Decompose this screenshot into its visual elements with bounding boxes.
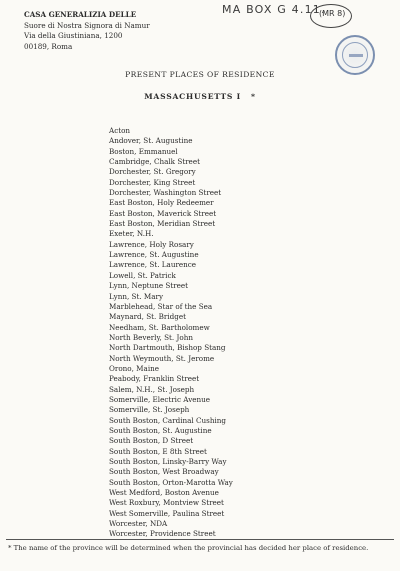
footnote-divider	[6, 539, 394, 540]
place-item: West Medford, Boston Avenue	[109, 488, 219, 498]
place-item: West Somerville, Paulina Street	[109, 508, 225, 518]
place-item: South Boston, St. Augustine	[109, 425, 212, 435]
place-item: Boston, Emmanuel	[109, 146, 178, 156]
footnote: * The name of the province will be determined when the provincial has decided her place of residence.	[8, 544, 369, 552]
place-item: Somerville, Electric Avenue	[109, 394, 211, 404]
place-item: Dorchester, Washington Street	[109, 188, 222, 198]
place-item: Dorchester, St. Gregory	[109, 167, 196, 177]
place-item: Peabody, Franklin Street	[109, 374, 200, 384]
place-item: Salem, N.H., St. Joseph	[109, 384, 195, 394]
place-item: Exeter, N.H.	[109, 229, 154, 239]
place-item: East Boston, Meridian Street	[109, 219, 216, 229]
place-item: Somerville, St. Joseph	[109, 405, 190, 415]
archive-stamp-icon	[335, 35, 375, 75]
place-item: Dorchester, King Street	[109, 177, 196, 187]
place-item: Lawrence, Holy Rosary	[109, 239, 194, 249]
places-list	[109, 126, 233, 540]
place-item: North Dartmouth, Bishop Stang	[109, 343, 226, 353]
place-item: South Boston, West Broadway	[109, 467, 219, 477]
place-item: South Boston, Linsky-Barry Way	[109, 457, 227, 466]
place-item: South Boston, Cardinal Cushing	[109, 415, 226, 425]
place-item: Needham, St. Bartholomew	[109, 322, 210, 332]
letterhead-line-2: Suore di Nostra Signora di Namur	[24, 20, 150, 30]
place-item: Lynn, Neptune Street	[109, 281, 189, 291]
place-item: Marblehead, Star of the Sea	[109, 301, 213, 311]
place-item: North Weymouth, St. Jerome	[109, 353, 215, 363]
place-item: South Boston, Orton-Marotta Way	[109, 477, 233, 487]
place-item: Worcester, Providence Street	[109, 529, 216, 539]
subtitle-footnote-mark: *	[251, 92, 256, 101]
subtitle-text: MASSACHUSETTS I	[144, 92, 242, 101]
place-item: Andover, St. Augustine	[109, 136, 193, 146]
place-item: Lawrence, St. Laurence	[109, 260, 197, 270]
place-item: East Boston, Holy Redeemer	[109, 198, 214, 208]
letterhead-line-4: 00189, Roma	[24, 41, 73, 51]
page-subtitle	[0, 92, 400, 101]
box-number: (MR 8)	[319, 9, 346, 18]
place-item: Orono, Maine	[109, 363, 160, 373]
letterhead	[24, 10, 150, 52]
place-item: North Beverly, St. John	[109, 332, 193, 342]
place-item: Cambridge, Chalk Street	[109, 157, 200, 167]
place-item: West Roxbury, Montview Street	[109, 498, 224, 508]
letterhead-line-3: Via della Giustiniana, 1200	[24, 31, 123, 41]
place-item: South Boston, D Street	[109, 436, 194, 446]
place-item: Maynard, St. Bridget	[109, 312, 186, 322]
place-item: Lowell, St. Patrick	[109, 270, 176, 280]
place-item: East Boston, Maverick Street	[109, 208, 217, 218]
place-item: Worcester, NDA	[109, 519, 168, 529]
place-item: Lawrence, St. Augustine	[109, 250, 199, 260]
place-item: Acton	[109, 126, 131, 135]
place-item: Lynn, St. Mary	[109, 291, 164, 301]
place-item: South Boston, E 8th Street	[109, 446, 207, 456]
letterhead-line-1: CASA GENERALIZIA DELLE	[24, 10, 137, 19]
page-title: PRESENT PLACES OF RESIDENCE	[125, 70, 275, 79]
archive-reference: MA BOX G 4.11.	[222, 3, 326, 16]
